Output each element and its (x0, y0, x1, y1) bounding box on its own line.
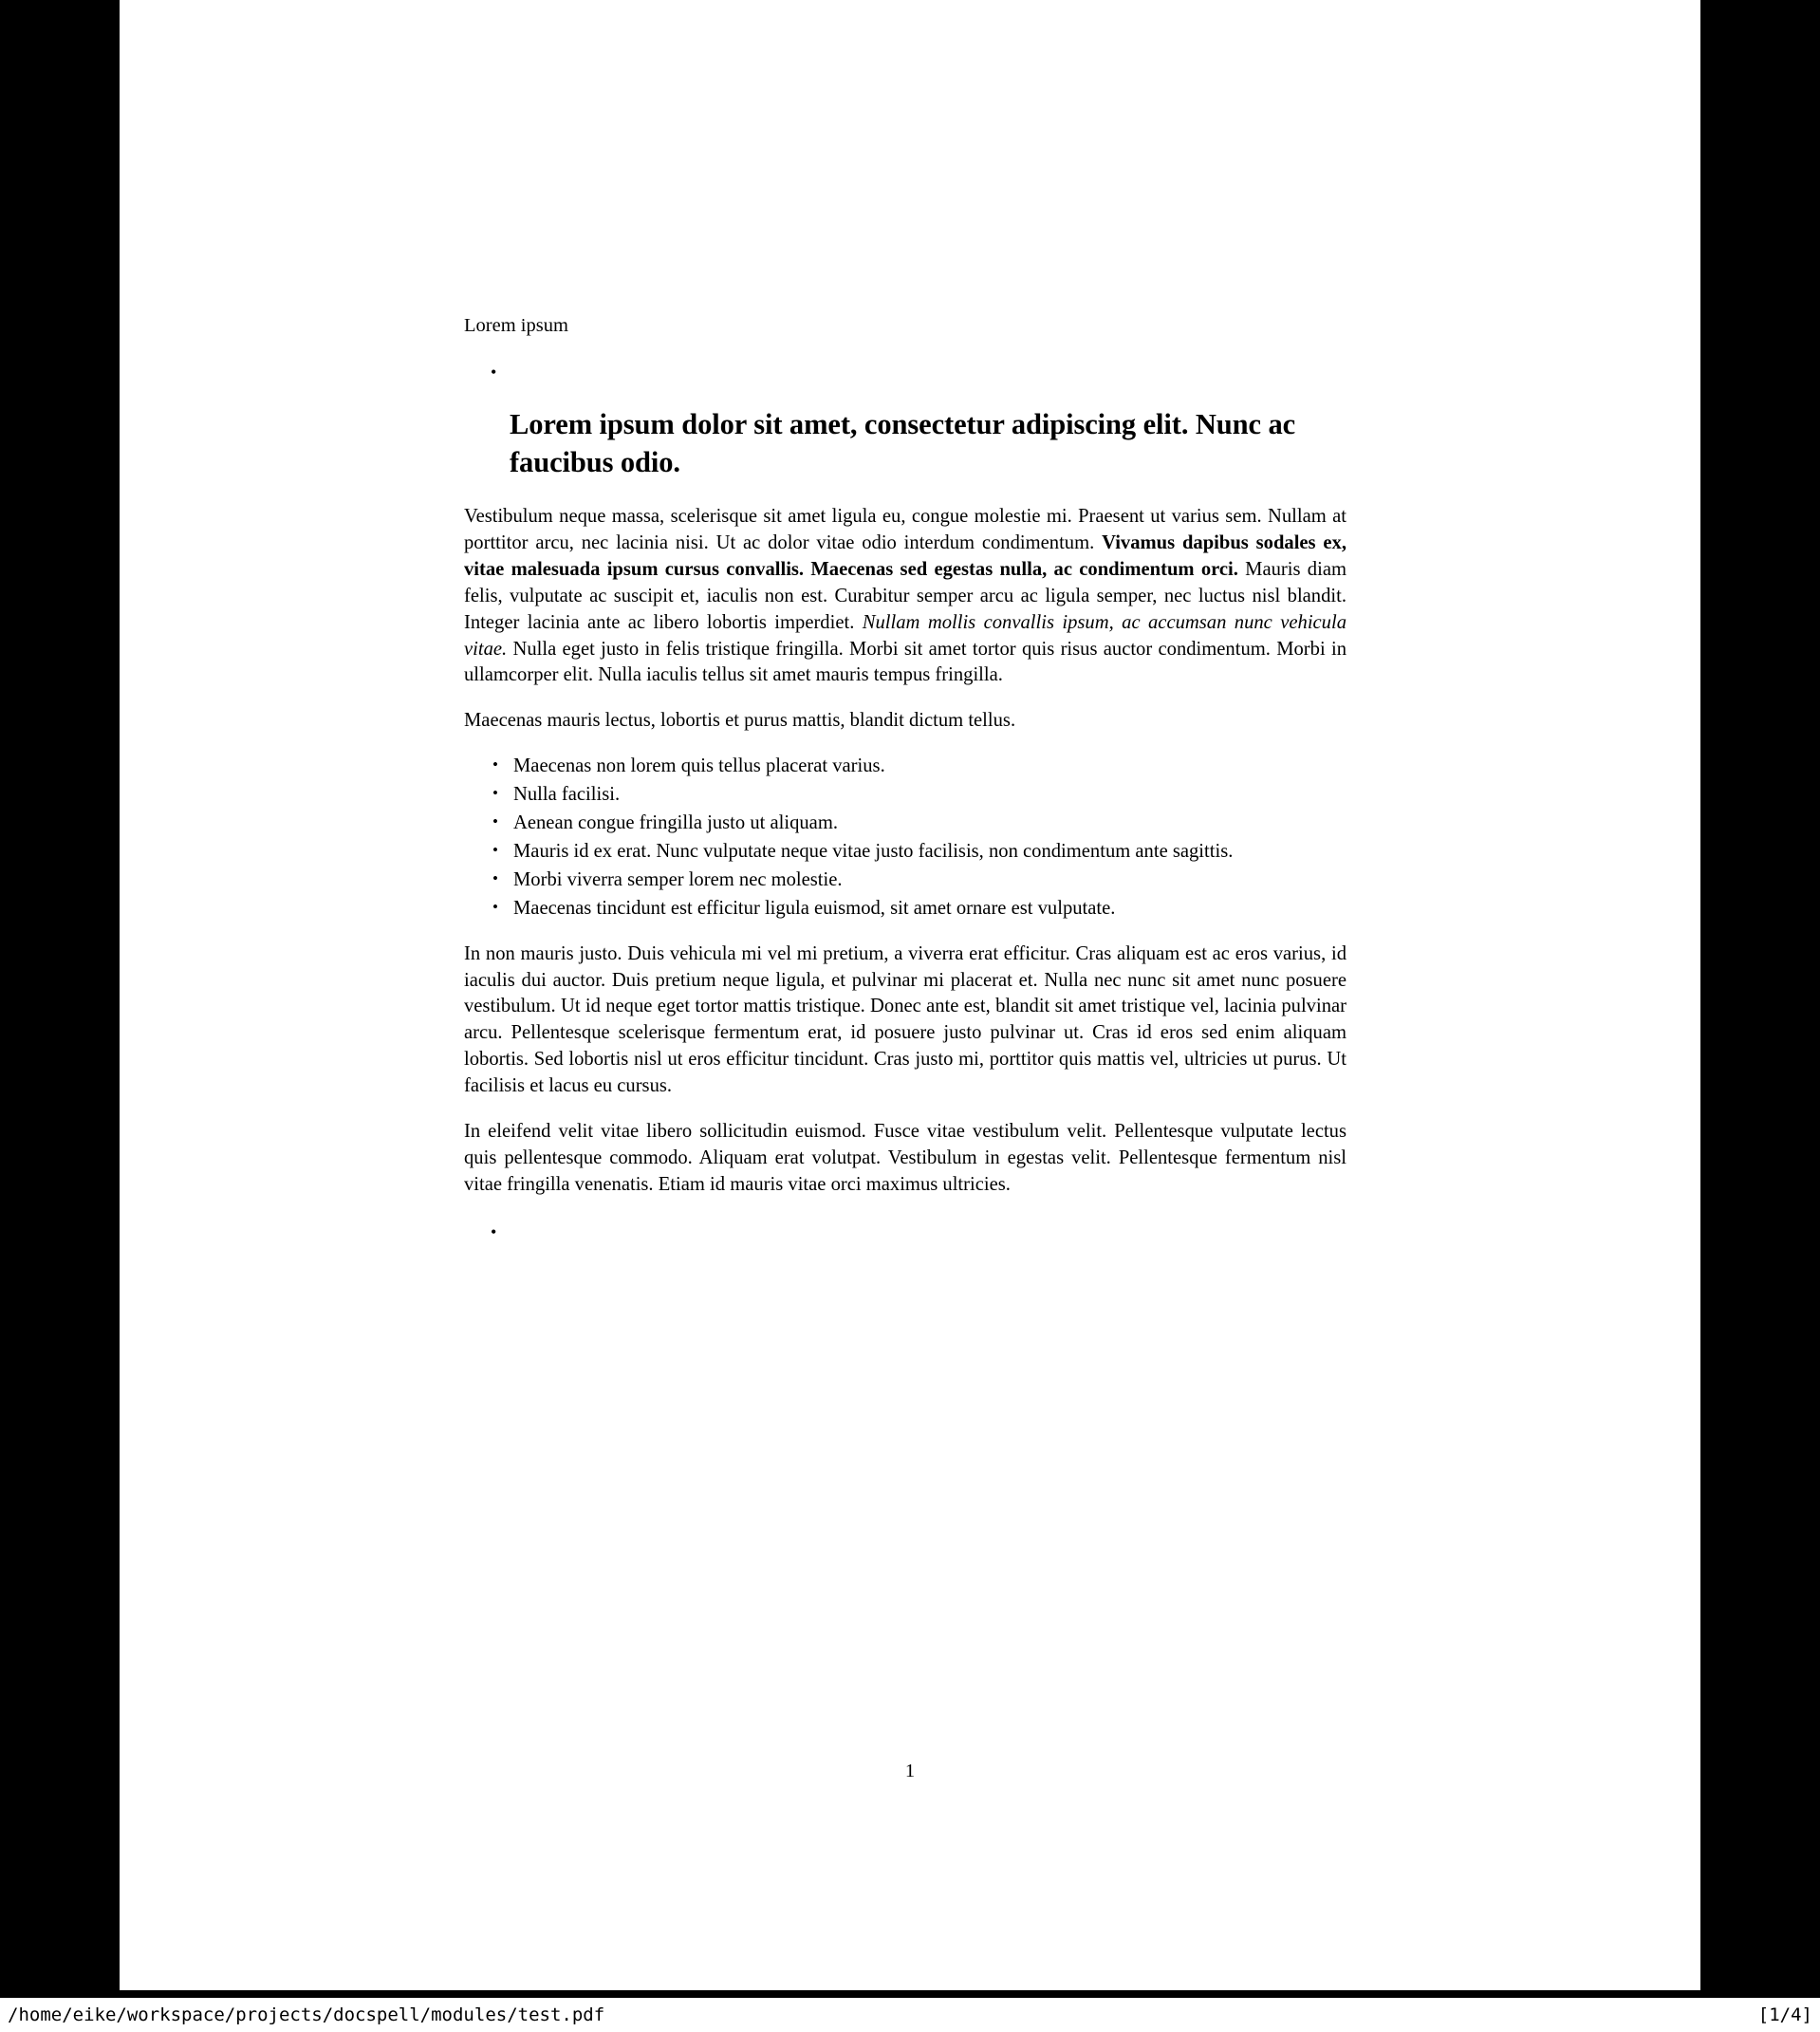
paragraph-1-part-3: Nulla eget justo in felis tristique fringilla. Morbi sit amet tortor quis risus auctor condimentum. Morbi in ullamcorper elit. Nulla iaculis tellus sit amet mauris tempus fringilla. (464, 638, 1346, 686)
file-path: /home/eike/workspace/projects/docspell/modules/test.pdf (8, 2004, 605, 2025)
list-item: • Aenean congue fringilla justo ut aliquam. (513, 811, 1346, 837)
document-page (120, 0, 1700, 1990)
paragraph-1-part-1: Vestibulum neque massa, scelerisque sit amet ligula eu, congue molestie mi. Praesent ut varius sem. Nullam at porttitor arcu, nec lacinia nisi. Ut ac dolor vitae odio interdum condimentum. (464, 506, 1346, 554)
page-indicator: [1/4] (1757, 2004, 1812, 2025)
list-item: • Mauris id ex erat. Nunc vulputate neque vitae justo facilisis, non condimentum ante sagittis. (513, 839, 1346, 866)
page-number: 1 (904, 1761, 916, 1781)
paragraph-1 (464, 504, 1346, 689)
list-item: • Nulla facilisi. (513, 782, 1346, 809)
paragraph-2: Maecenas mauris lectus, lobortis et purus mattis, blandit dictum tellus. (464, 710, 1016, 732)
running-head: Lorem ipsum (464, 315, 568, 336)
paragraph-3: In non mauris justo. Duis vehicula mi vel mi pretium, a viverra erat efficitur. Cras aliquam est ac eros varius, id iaculis dui auctor. Duis pretium neque ligula, et pulvinar mi placerat et. Nulla nec nunc sit amet nunc posuere vestibulum. Ut id neque eget tortor mattis tristique. Donec ante est, blandit sit amet tristique vel, lacinia pulvinar arcu. Pellentesque scelerisque fermentum erat, id posuere justo pulvinar ut. Cras id eros sed enim aliquam lobortis. Sed lobortis nisl ut eros efficitur tincidunt. Cras justo mi, porttitor quis mattis vel, ultricies ut purus. Ut facilisis et lacus eu cursus. (464, 942, 1346, 1097)
bullet-list (464, 754, 1346, 922)
page-title: Lorem ipsum dolor sit amet, consectetur adipiscing elit. Nunc ac faucibus odio. (510, 407, 1296, 478)
paragraph-4: In eleifend velit vitae libero sollicitudin euismod. Fusce vitae vestibulum velit. Pellentesque vulputate lectus quis pellentesque commodo. Aliquam erat volutpat. Vestibulum in egestas velit. Pellentesque fermentum nisl vitae fringilla venenatis. Etiam id mauris vitae orci maximus ultricies. (464, 1120, 1346, 1195)
page-content (464, 313, 1346, 1248)
empty-bullet-top (491, 364, 1346, 392)
paragraph-1-bold-1: Vivamus dapibus sodales ex, vitae malesuada ipsum cursus convallis. Maecenas sed egestas nulla, ac condimentum orci. (464, 532, 1346, 580)
list-item: • Maecenas non lorem quis tellus placerat varius. (513, 754, 1346, 780)
list-item: • Maecenas tincidunt est efficitur ligula euismod, sit amet ornare est vulputate. (513, 896, 1346, 923)
empty-bullet-bottom (491, 1223, 1346, 1248)
paragraph-1-italic-1: Nullam mollis convallis ipsum, ac accumsan nunc vehicula vitae. (464, 611, 1346, 660)
paragraph-1-part-2: Mauris diam felis, vulputate ac suscipit et, iaculis non est. Curabitur semper arcu ac ligula semper, nec luctus nisl blandit. Integer lacinia ante ac libero lobortis imperdiet. (464, 558, 1346, 633)
status-bar (0, 1998, 1820, 2032)
list-item: • Morbi viverra semper lorem nec molestie. (513, 867, 1346, 894)
